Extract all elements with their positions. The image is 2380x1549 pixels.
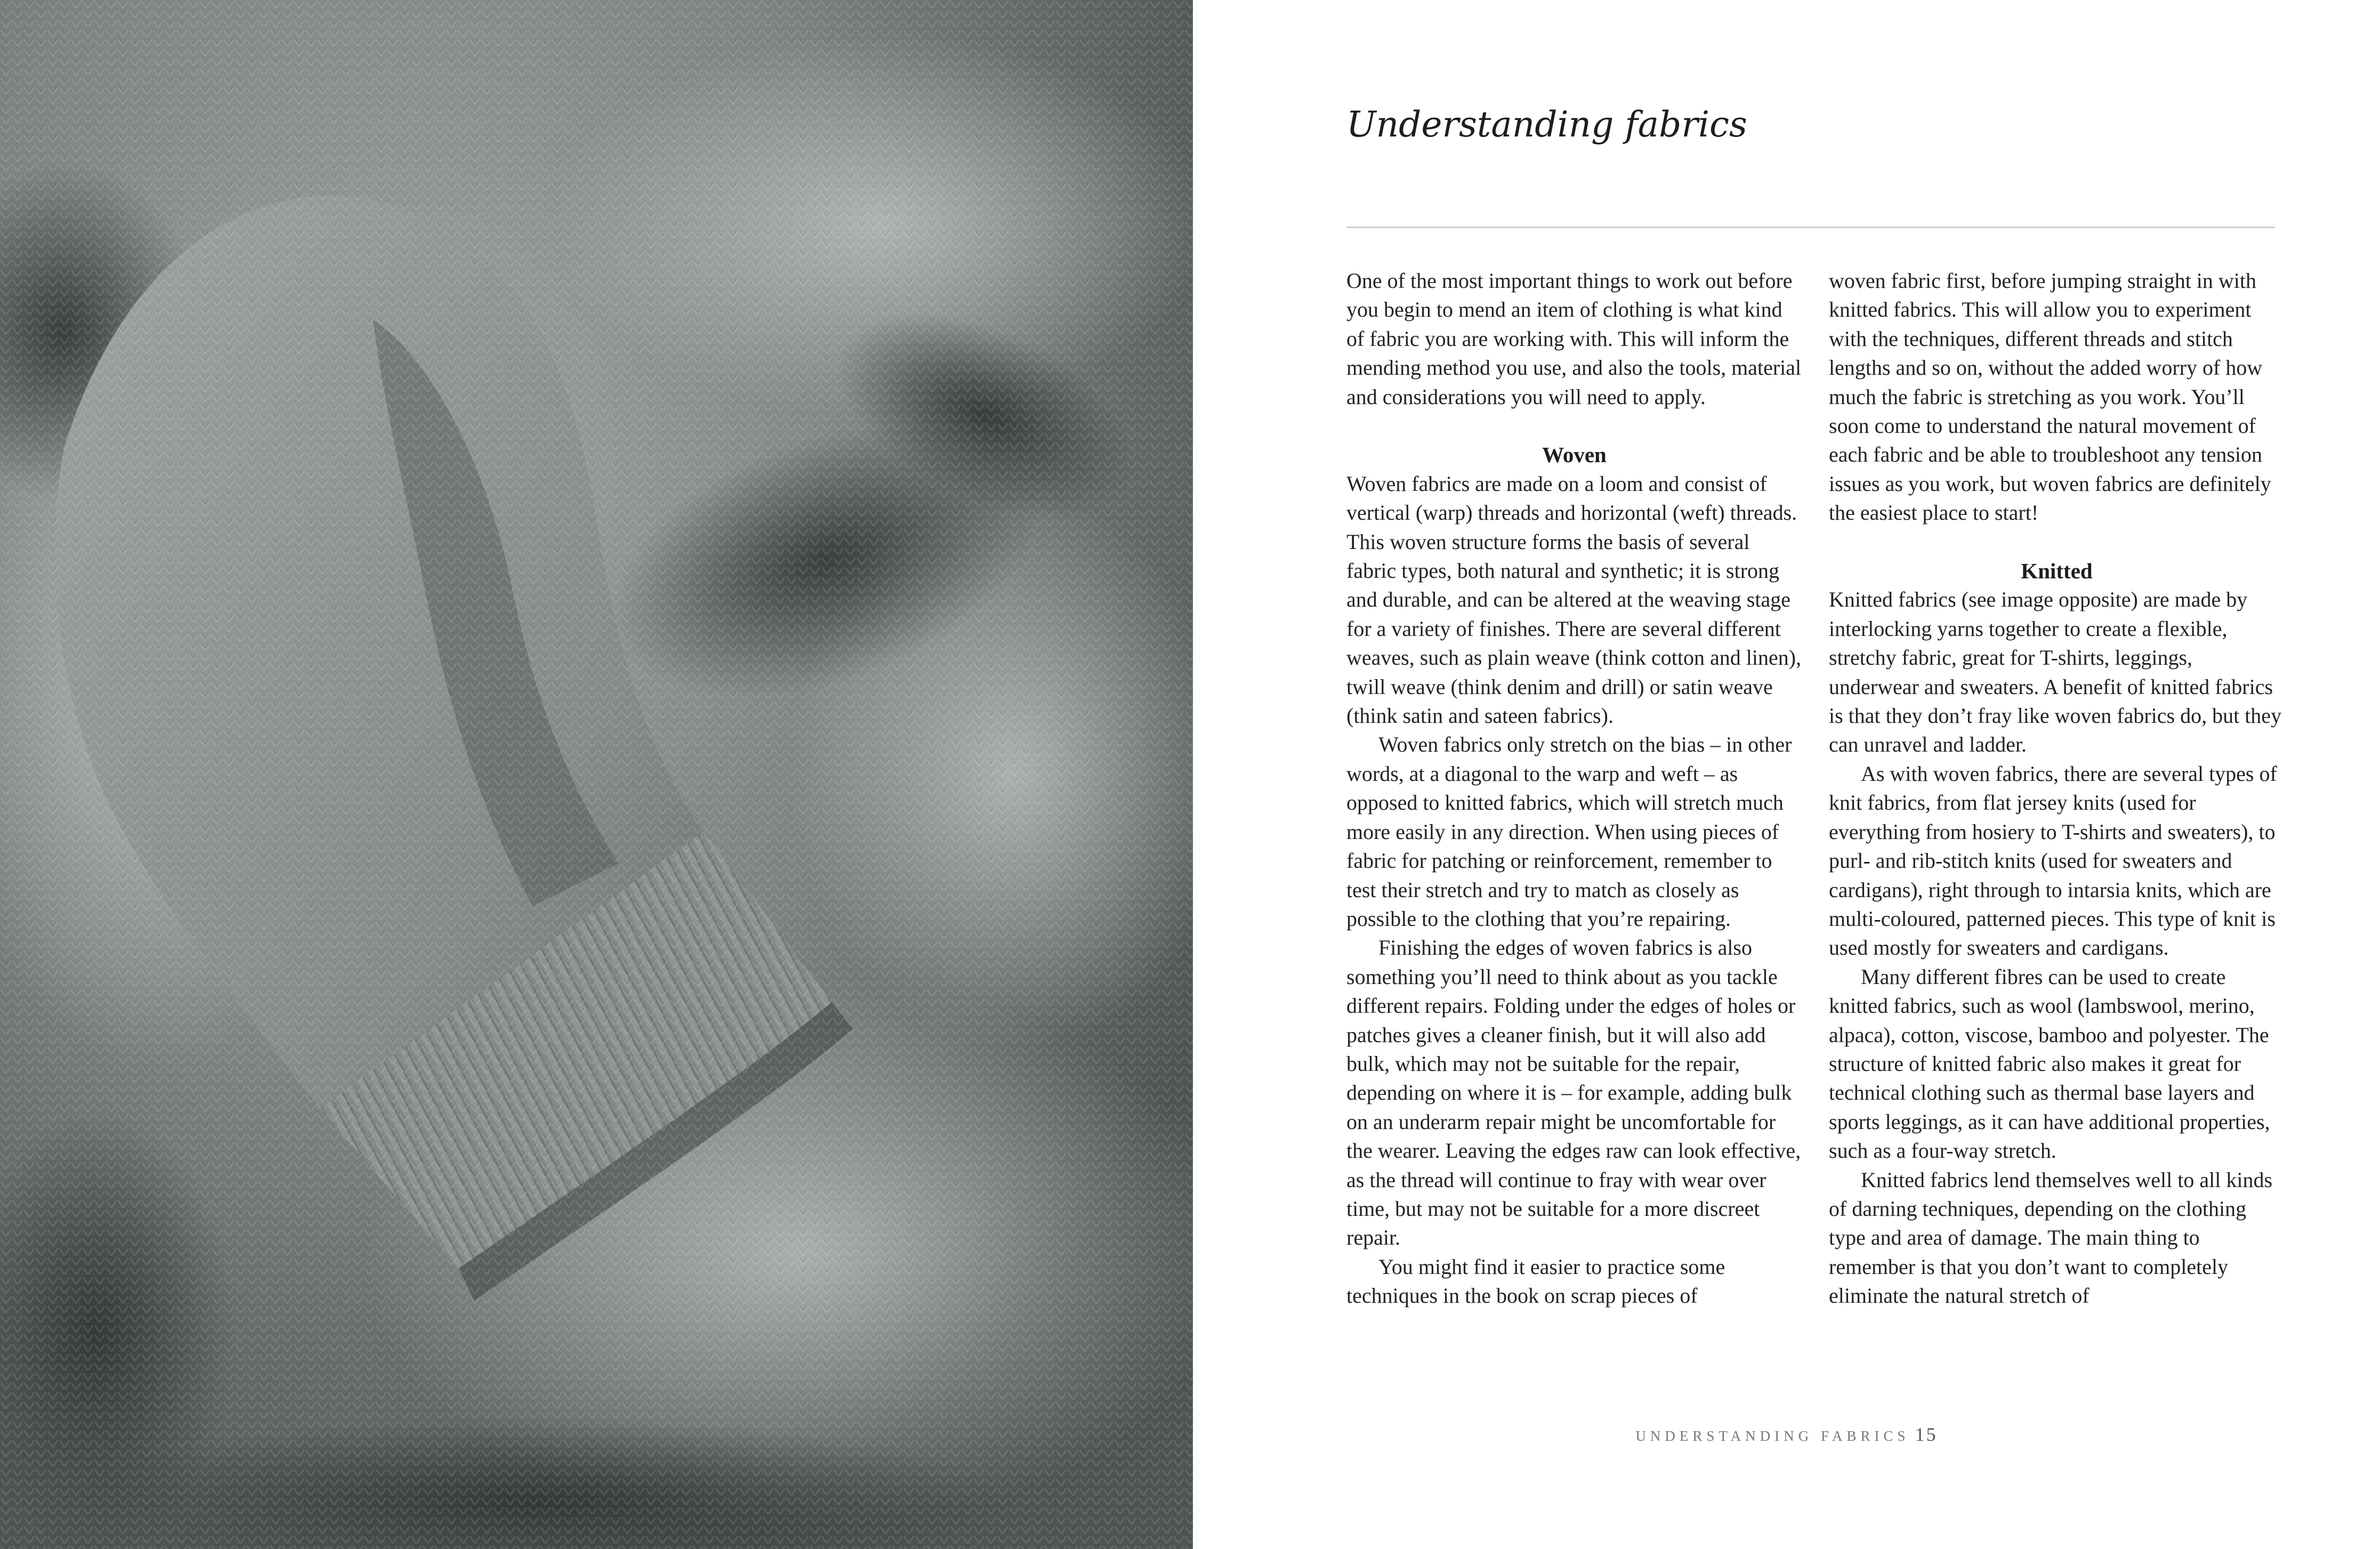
page-number: 15	[1915, 1424, 1938, 1445]
woven-paragraph-4-continued: woven fabric first, before jumping straight in with knitted fabrics. This will allow you to experiment with the techniques, different threads and stitch lengths and so on, without the added worry of how much the fabric is stretching as you work. You’ll soon come to understand the natural movement of each fabric and be able to troubleshoot any tension issues as you work, but woven fabrics are definitely the easiest place to start!	[1829, 269, 2271, 525]
running-head: UNDERSTANDING FABRICS	[1635, 1428, 1910, 1444]
knitted-paragraph-4: Knitted fabrics lend themselves well to all kinds of darning techniques, depending on the clothing type and area of damage. The main thing to remember is that you don’t want to completely eliminate the natural stretch of	[1829, 1167, 2273, 1308]
woven-paragraph-2: Woven fabrics only stretch on the bias – in other words, at a diagonal to the warp and weft – as opposed to knitted fabrics, which will stretch much more easily in any direction. When using pieces of fabric for patching or reinforcement, remember to test their stretch and try to match as closely as possible to the clothing that you’re repairing.	[1346, 732, 1792, 931]
title-divider	[1346, 227, 2275, 228]
text-page	[1193, 0, 2380, 1549]
text-column-right	[1829, 267, 2285, 1311]
woven-paragraph-1: Woven fabrics are made on a loom and consist of vertical (warp) threads and horizontal (weft) threads. This woven structure forms the basis of several fabric types, both natural and synthetic; it is strong and durable, and can be altered at the weaving stage for a variety of finishes. There are several different weaves, such as plain weave (think cotton and linen), twill weave (think denim and drill) or satin weave (think satin and sateen fabrics).	[1346, 471, 1802, 728]
woven-paragraph-4: You might find it easier to practice some techniques in the book on scrap pieces of	[1346, 1254, 1725, 1308]
paragraph-spacer	[1346, 412, 1802, 440]
knitted-heading: Knitted	[2021, 559, 2093, 584]
page-footer	[1193, 1423, 2380, 1446]
knitted-paragraph-2: As with woven fabrics, there are several types of knit fabrics, from flat jersey knits (used for everything from hosiery to T-shirts and sweaters), to purl- and rib-stitch knits (used for sweaters and cardigans), right through to intarsia knits, which are multi-coloured, patterned pieces. This type of knit is used mostly for sweaters and cardigans.	[1829, 761, 2277, 960]
page-title: Understanding fabrics	[1346, 104, 1747, 145]
paragraph-spacer	[1829, 528, 2285, 556]
woven-paragraph-3: Finishing the edges of woven fabrics is also something you’ll need to think about as you tackle different repairs. Folding under the edges of holes or patches gives a cleaner finish, but it will also add bulk, which may not be suitable for the repair, depending on where it is – for example, adding bulk on an underarm repair might be uncomfortable for the wearer. Leaving the edges raw can look effective, as the thread will continue to fray with wear over time, but may not be suitable for a more discreet repair.	[1346, 935, 1801, 1250]
knitted-paragraph-3: Many different fibres can be used to create knitted fabrics, such as wool (lambswool, merino, alpaca), cotton, viscose, bamboo and polyester. The structure of knitted fabric also makes it great for technical clothing such as thermal base layers and sports leggings, as it can have additional properties, such as a four-way stretch.	[1829, 964, 2270, 1163]
text-column-left	[1346, 267, 1802, 1311]
knitted-paragraph-1: Knitted fabrics (see image opposite) are made by interlocking yarns together to create a flexible, stretchy fabric, great for T-shirts, leggings, underwear and sweaters. A benefit of knitted fabrics is that they don’t fray like woven fabrics do, but they can unravel and ladder.	[1829, 587, 2282, 757]
intro-paragraph: One of the most important things to work out before you begin to mend an item of clothing is what kind of fabric you are working with. This will inform the mending method you use, and also the tools, material and considerations you will need to apply.	[1346, 269, 1802, 409]
woven-heading: Woven	[1542, 442, 1607, 467]
